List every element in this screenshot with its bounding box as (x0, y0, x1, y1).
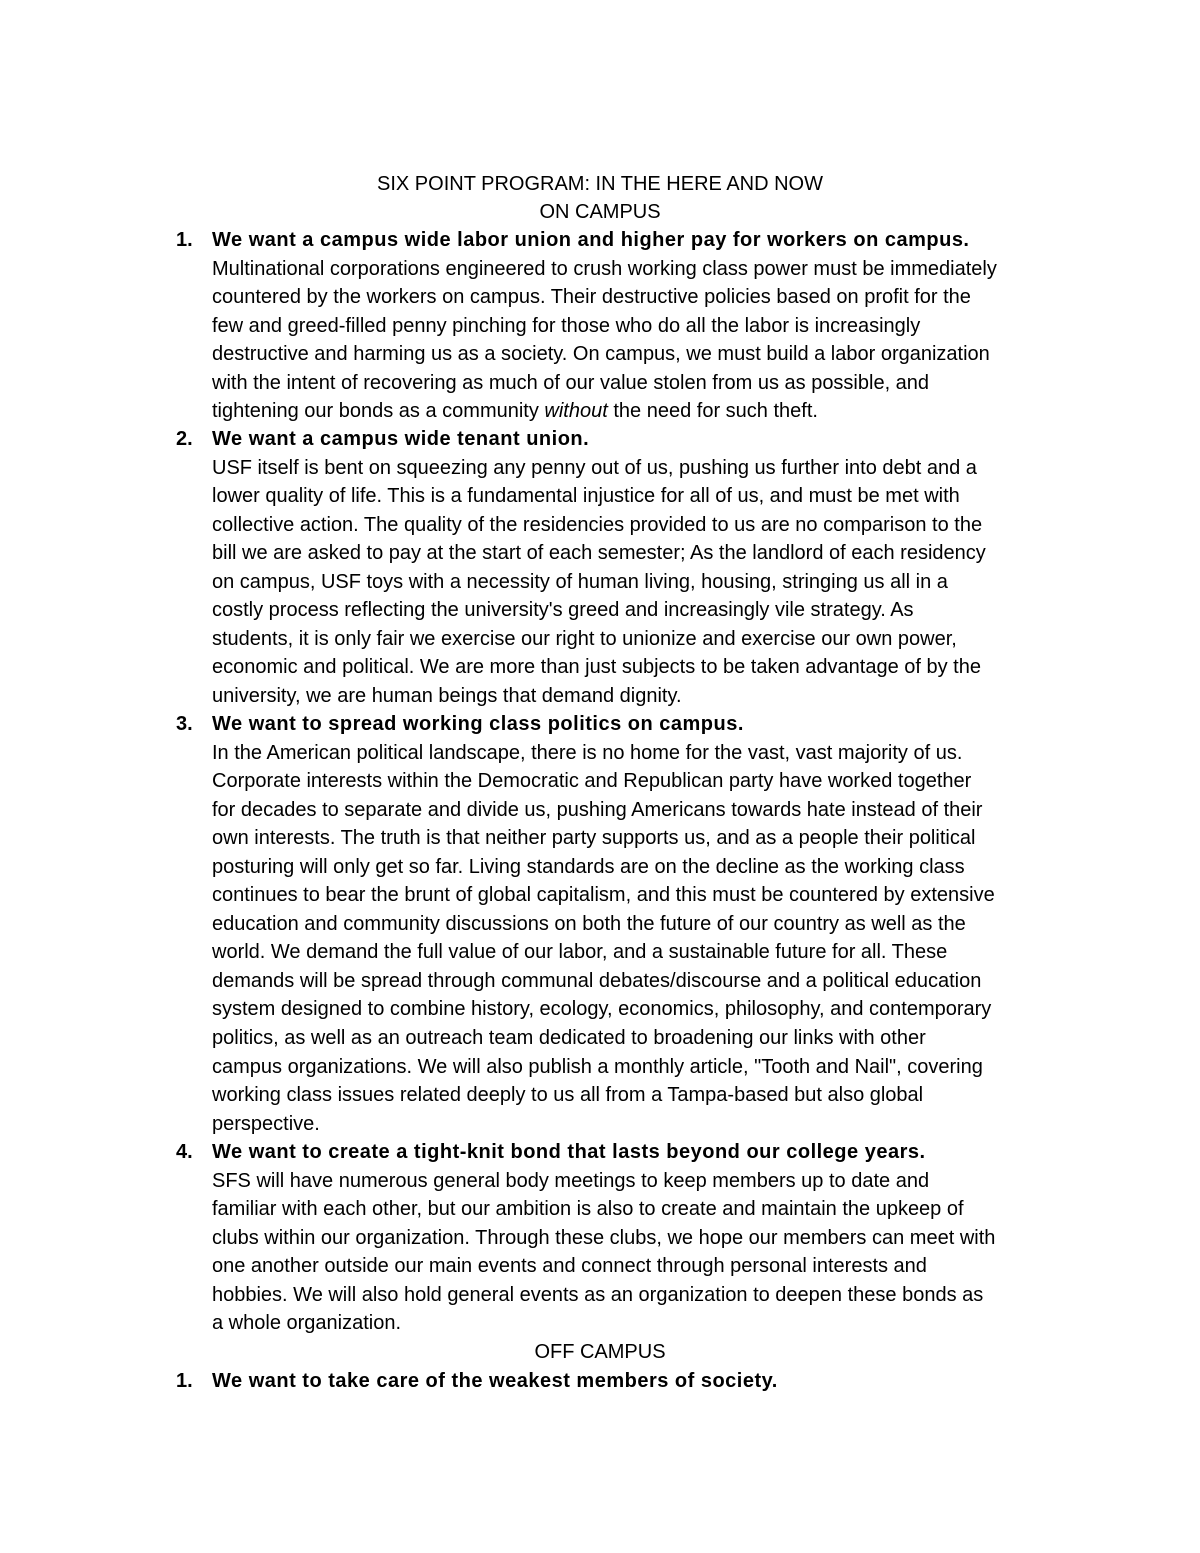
body-line-end: the need for such theft. (607, 400, 818, 423)
body-line-start: tightening our bonds as a community (212, 400, 545, 423)
body-line: destructive and harming us as a society. On campus, we must build a labor organization (212, 343, 990, 366)
section-heading-off-campus: OFF CAMPUS (534, 1341, 666, 1363)
body-line: clubs within our organization. Through these clubs, we hope our members can meet with (212, 1226, 996, 1249)
body-line: own interests. The truth is that neither party supports us, and as a people their political (212, 827, 976, 850)
list-item-body (212, 454, 1082, 711)
section-heading-on-campus: ON CAMPUS (539, 201, 661, 223)
body-line: university, we are human beings that demand dignity. (212, 684, 682, 707)
body-line: Corporate interests within the Democratic and Republican party have worked together (212, 770, 972, 793)
body-line: campus organizations. We will also publish a monthly article, "Tooth and Nail", covering (212, 1055, 983, 1078)
body-line: system designed to combine history, ecology, economics, philosophy, and contemporary (212, 998, 992, 1021)
body-line: demands will be spread through communal debates/discourse and a political education (212, 969, 982, 992)
body-line: Multinational corporations engineered to crush working class power must be immediately (212, 257, 997, 280)
list-item (176, 425, 1082, 710)
body-line: economic and political. We are more than just subjects to be taken advantage of by the (212, 656, 981, 679)
body-line: USF itself is bent on squeezing any penny out of us, pushing us further into debt and a (212, 456, 977, 479)
list-item-heading: We want to take care of the weakest members of society. (212, 1370, 778, 1392)
list-item-heading: We want to create a tight-knit bond that lasts beyond our college years. (212, 1141, 926, 1163)
body-line: one another outside our main events and connect through personal interests and (212, 1255, 927, 1278)
body-line: In the American political landscape, there is no home for the vast, vast majority of us. (212, 741, 963, 764)
body-line: with the intent of recovering as much of our value stolen from us as possible, and (212, 371, 930, 394)
body-line: education and community discussions on both the future of our country as well as the (212, 912, 966, 935)
list-item-body (212, 1167, 1082, 1338)
body-line: bill we are asked to pay at the start of each semester; As the landlord of each residency (212, 542, 986, 565)
body-line: collective action. The quality of the residencies provided to us are no comparison to the (212, 513, 983, 536)
list-item-heading: We want a campus wide labor union and higher pay for workers on campus. (212, 229, 970, 251)
list-number: 2. (176, 428, 193, 450)
body-line: working class issues related deeply to us all from a Tampa-based but also global (212, 1084, 924, 1107)
body-line: a whole organization. (212, 1312, 402, 1335)
document-title: SIX POINT PROGRAM: IN THE HERE AND NOW (377, 173, 823, 195)
body-line: familiar with each other, but our ambition is also to create and maintain the upkeep of (212, 1198, 964, 1221)
list-number: 1. (176, 229, 193, 251)
body-line: on campus, USF toys with a necessity of human living, housing, stringing us all in a (212, 570, 948, 593)
list-item (176, 1367, 1082, 1396)
body-line: hobbies. We will also hold general events as an organization to deepen these bonds as (212, 1283, 984, 1306)
body-line: lower quality of life. This is a fundamental injustice for all of us, and must be met with (212, 485, 960, 508)
list-number: 4. (176, 1141, 193, 1163)
list-item (176, 710, 1082, 1138)
body-line (212, 397, 1082, 426)
body-line: posturing will only get so far. Living standards are on the decline as the working class (212, 855, 965, 878)
list-item-heading: We want a campus wide tenant union. (212, 428, 590, 450)
body-line-emphasis: without (544, 400, 608, 423)
list-item-body (212, 739, 1082, 1139)
list-item (176, 226, 1082, 426)
body-line: perspective. (212, 1112, 320, 1135)
body-line: students, it is only fair we exercise our right to unionize and exercise our own power, (212, 627, 957, 650)
body-line: few and greed-filled penny pinching for those who do all the labor is increasingly (212, 314, 921, 337)
body-line: world. We demand the full value of our labor, and a sustainable future for all. These (212, 941, 948, 964)
list-item (176, 1138, 1082, 1338)
list-number: 3. (176, 713, 193, 735)
list-number: 1. (176, 1370, 193, 1392)
body-line: for decades to separate and divide us, pushing Americans towards hate instead of their (212, 798, 983, 821)
body-line: countered by the workers on campus. Their destructive policies based on profit for the (212, 286, 971, 309)
list-item-heading: We want to spread working class politics on campus. (212, 713, 744, 735)
body-line: politics, as well as an outreach team dedicated to broadening our links with other (212, 1026, 926, 1049)
body-line: continues to bear the brunt of global capitalism, and this must be countered by extensive (212, 884, 995, 907)
body-line: costly process reflecting the university's greed and increasingly vile strategy. As (212, 599, 914, 622)
list-item-body (212, 255, 1082, 426)
body-line: SFS will have numerous general body meetings to keep members up to date and (212, 1169, 930, 1192)
